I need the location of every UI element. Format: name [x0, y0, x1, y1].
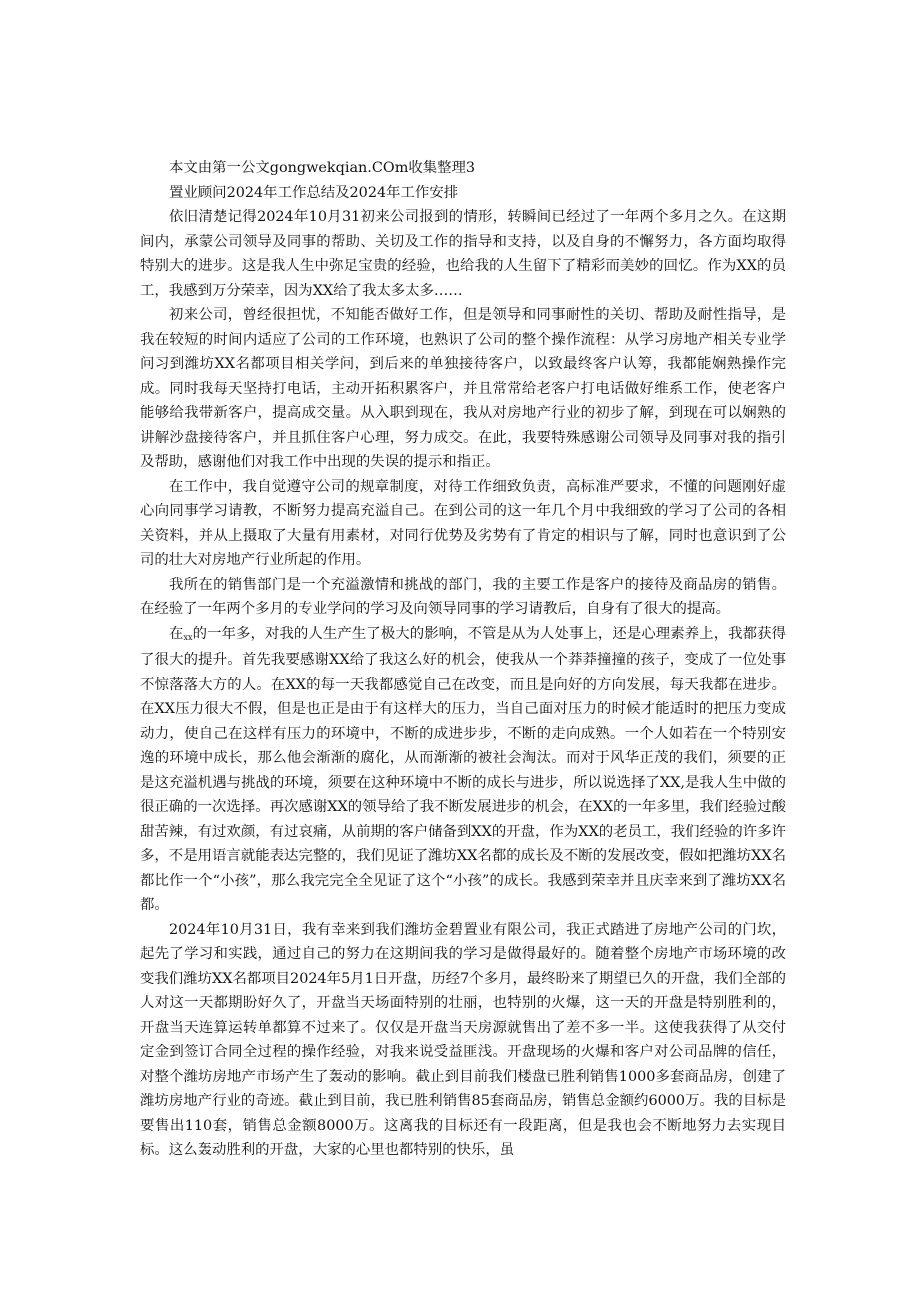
paragraph-5-lead: 在	[169, 625, 184, 642]
paragraph-5	[140, 622, 786, 918]
paragraph-5-body: 的一年多，对我的人生产生了极大的影响，不管是从为人处事上，还是心理素养上，我都获得了很大的提升。首先我要感谢XX给了我这么好的机会，使我从一个莽莽撞撞的孩子，变成了一位处事不惊落落大方的人。在XX的每一天我都感觉自己在改变，而且是向好的方向发展，每天我都在进步。在XX压力很大不假，但是也正是由于有这样大的压力，当自己面对压力的时候才能适时的把压力变成动力，使自己在这样有压力的环境中，不断的成进步步，不断的走向成熟。一个人如若在一个特别安逸的环境中成长，那么他会渐渐的腐化，从而渐渐的被社会淘汰。而对于风华正茂的我们，须要的正是这充溢机遇与挑战的环境，须要在这种环境中不断的成长与进步，所以说选择了XX,是我人生中做的很正确的一次选择。再次感谢XX的领导给了我不断发展进步的机会，在XX的一年多里，我们经验过酸甜苦辣，有过欢颜，有过哀痛，从前期的客户储备到XX的开盘，作为XX的老员工，我们经验的许多许多，不是用语言就能表达完整的，我们见证了潍坊XX名都的成长及不断的发展改变，假如把潍坊XX名都比作一个“小孩”，那么我完完全全见证了这个“小孩”的成长。我感到荣幸并且庆幸来到了潍坊XX名都。	[140, 625, 786, 913]
paragraph-5-subscript: xx	[183, 632, 193, 642]
paragraph-4: 我所在的销售部门是一个充溢激情和挑战的部门，我的主要工作是客户的接待及商品房的销售。在经验了一年两个多月的专业学问的学习及向领导同事的学习请教后，自身有了很大的提高。	[140, 576, 786, 617]
document-page	[140, 156, 786, 1163]
paragraph-1: 依旧清楚记得2024年10月31初来公司报到的情形，转瞬间已经过了一年两个多月之久。在这期间内，承蒙公司领导及同事的帮助、关切及工作的指导和支持，以及自身的不懈努力，各方面均取得特别大的进步。这是我人生中弥足宝贵的经验，也给我的人生留下了精彩而美妙的回忆。作为XX的员工，我感到万分荣幸，因为XX给了我太多太多……	[140, 209, 786, 299]
paragraph-2: 初来公司，曾经很担忧，不知能否做好工作，但是领导和同事耐性的关切、帮助及耐性指导，是我在较短的时间内适应了公司的工作环境，也熟识了公司的整个操作流程：从学习房地产相关专业学问习到潍坊XX名都项目相关学问，到后来的单独接待客户，以致最终客户认筹，我都能娴熟操作完成。同时我每天坚持打电话，主动开拓积累客户，并且常常给老客户打电话做好维系工作，使老客户能够给我带新客户，提高成交量。从入职到现在，我从对房地产行业的初步了解，到现在可以娴熟的讲解沙盘接待客户，并且抓住客户心理，努力成交。在此，我要特殊感谢公司领导及同事对我的指引及帮助，感谢他们对我工作中出现的失误的提示和指正。	[140, 307, 786, 470]
document-title: 置业顾问2024年工作总结及2024年工作安排	[169, 184, 459, 201]
source-note: 本文由第一公文gongwekqian.COm收集整理3	[169, 160, 476, 176]
paragraph-3: 在工作中，我自觉遵守公司的规章制度，对待工作细致负责，高标准严要求，不懂的问题刚好虚心向同事学习请教，不断努力提高充溢自己。在到公司的这一年几个月中我细致的学习了公司的各相关资料，并从上摄取了大量有用素材，对同行优势及劣势有了肯定的相识与了解，同时也意识到了公司的壮大对房地产行业所起的作用。	[140, 478, 786, 568]
paragraph-6: 2024年10月31日，我有幸来到我们潍坊金碧置业有限公司，我正式踏进了房地产公司的门坎，起先了学习和实践，通过自己的努力在这期间我的学习是做得最好的。随着整个房地产市场环境的改变我们潍坊XX名都项目2024年5月1日开盘，历经7个多月，最终盼来了期望已久的开盘，我们全部的人对这一天都期盼好久了，开盘当天场面特别的壮丽，也特别的火爆，这一天的开盘是特别胜利的，开盘当天连算运转单都算不过来了。仅仅是开盘当天房源就售出了差不多一半。这使我获得了从交付定金到签订合同全过程的操作经验，对我来说受益匪浅。开盘现场的火爆和客户对公司品牌的信任，对整个潍坊房地产市场产生了轰动的影响。截止到目前我们楼盘已胜利销售1000多套商品房，创建了潍坊房地产行业的奇迹。截止到目前，我已胜利销售85套商品房，销售总金额约6000万。我的目标是要售出110套，销售总金额8000万。这离我的目标还有一段距离，但是我也会不断地努力去实现目标。这么轰动胜利的开盘，大家的心里也都特别的快乐，虽	[140, 921, 786, 1158]
